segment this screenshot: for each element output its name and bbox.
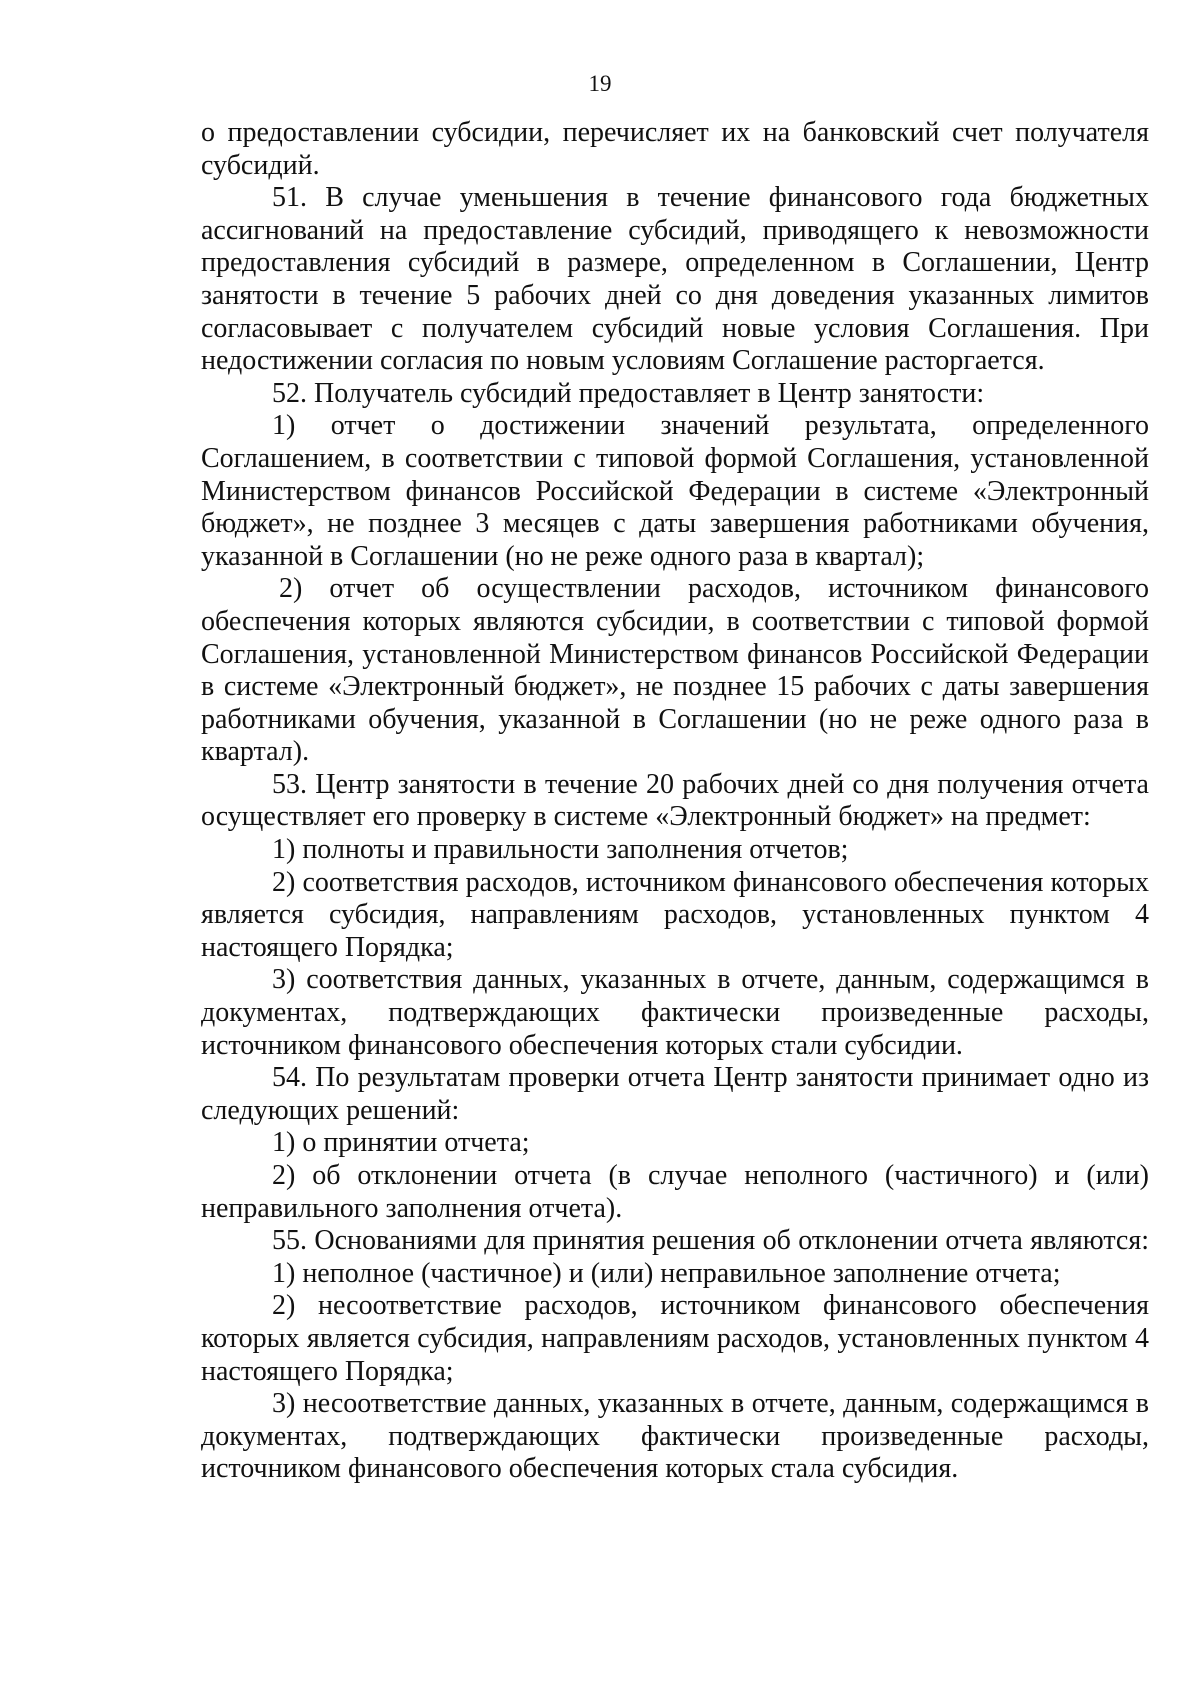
paragraph-51: 51. В случае уменьшения в течение финансового года бюджетных ассигнований на предоставление субсидий, приводящего к невозможности предоставления субсидий в размере, определенном в Соглашении, Центр занятости в течение 5 рабочих дней со дня доведения указанных лимитов согласовывает с получателем субсидий новые условия Соглашения. При недостижении согласия по новым условиям Соглашение расторгается.: [201, 182, 1149, 377]
paragraph-52: 52. Получатель субсидий предоставляет в Центр занятости:: [272, 377, 985, 409]
paragraph-53-item-1: 1) полноты и правильности заполнения отчетов;: [272, 834, 849, 866]
paragraph-54: 54. По результатам проверки отчета Центр занятости принимает одно из следующих решений:: [201, 1062, 1149, 1126]
paragraph-53: 53. Центр занятости в течение 20 рабочих дней со дня получения отчета осуществляет его проверку в системе «Электронный бюджет» на предмет:: [201, 768, 1149, 833]
paragraph-53-item-3: 3) соответствия данных, указанных в отчете, данным, содержащимся в документах, подтверждающих фактически произведенные расходы, источником финансового обеспечения которых стали субсидии.: [201, 964, 1149, 1061]
paragraph-52-item-1: 1) отчет о достижении значений результата, определенного Соглашением, в соответствии с типовой формой Соглашения, установленной Министерством финансов Российской Федерации в системе «Электронный бюджет», не позднее 3 месяцев с даты завершения работниками обучения, указанной в Соглашении (но не реже одного раза в квартал);: [201, 410, 1149, 572]
paragraph-54-item-2: 2) об отклонении отчета (в случае неполного (частичного) и (или) неправильного заполнения отчета).: [201, 1160, 1149, 1224]
page-number: 19: [588, 71, 612, 96]
paragraph-54-item-1: 1) о принятии отчета;: [272, 1127, 530, 1159]
document-body: [201, 117, 1149, 1486]
paragraph-55: 55. Основаниями для принятия решения об отклонении отчета являются: 1) неполное (частичное) и (или) неправильное заполнение отчета;: [272, 1225, 1149, 1289]
paragraph-55-item-2: 2) несоответствие расходов, источником финансового обеспечения которых является субсидия, направлениям расходов, установленных пунктом 4 настоящего Порядка;: [201, 1290, 1149, 1387]
paragraph-continuation: о предоставлении субсидии, перечисляет их на банковский счет получателя субсидий.: [201, 117, 1149, 181]
paragraph-55-item-3: 3) несоответствие данных, указанных в отчете, данным, содержащимся в документах, подтверждающих фактически произведенные расходы, источником финансового обеспечения которых стала субсидия.: [201, 1388, 1149, 1485]
paragraph-53-item-2: 2) соответствия расходов, источником финансового обеспечения которых является субсидия, направлениям расходов, установленных пунктом 4 настоящего Порядка;: [201, 866, 1149, 963]
paragraph-52-item-2: 2) отчет об осуществлении расходов, источником финансового обеспечения которых являются субсидии, в соответствии с типовой формой Соглашения, установленной Министерством финансов Российской Федерации в системе «Электронный бюджет», не позднее 15 рабочих с даты завершения работниками обучения, указанной в Соглашении (но не реже одного раза в квартал).: [201, 573, 1149, 768]
